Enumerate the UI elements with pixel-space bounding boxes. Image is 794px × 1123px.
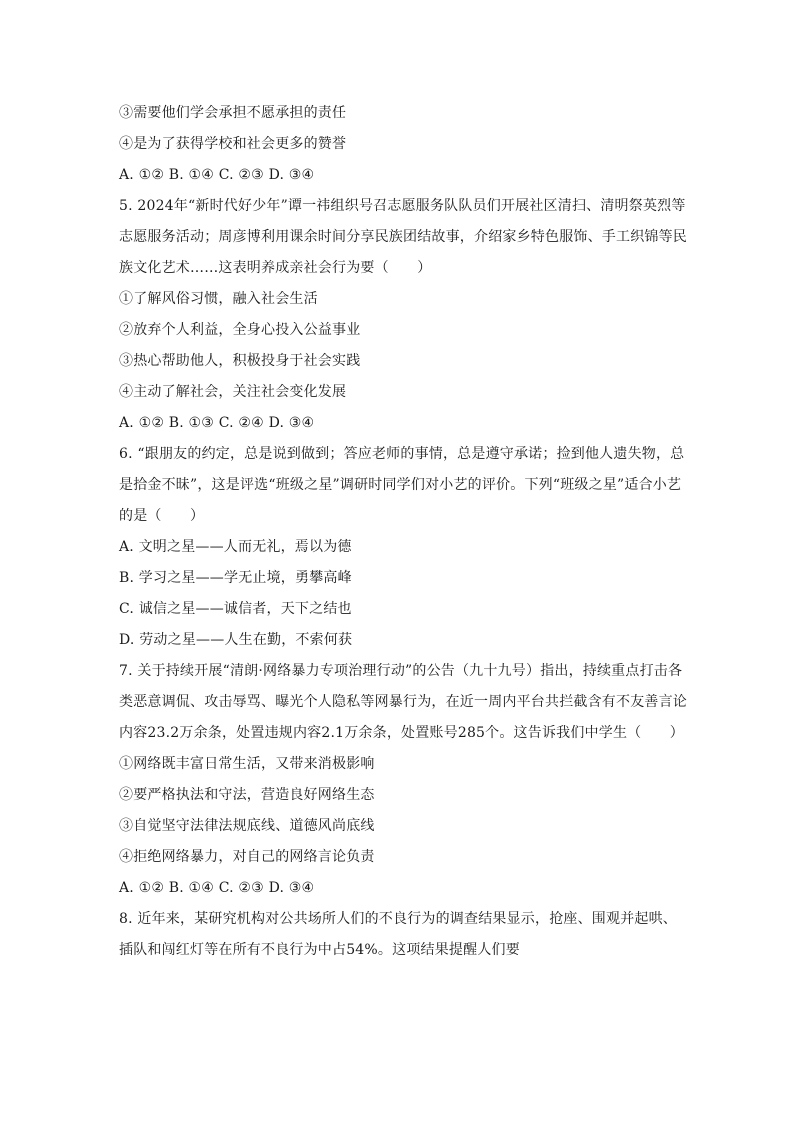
question-7-option-1: ①网络既丰富日常生活，又带来消极影响	[119, 756, 375, 772]
question-7-option-3: ③自觉坚守法律法规底线、道德风尚底线	[119, 818, 375, 834]
question-5-stem-line-1: 5. 2024年“新时代好少年”谭一祎组织号召志愿服务队队员们开展社区清扫、清明祭英烈等	[119, 198, 686, 214]
question-6-choice-a: A. 文明之星——人而无礼，焉以为德	[119, 539, 352, 555]
question-7-option-2: ②要严格执法和守法，营造良好网络生态	[119, 787, 375, 803]
question-5-option-1: ①了解风俗习惯，融入社会生活	[119, 291, 318, 307]
question-6-stem-line-2: 是拾金不昧”，这是评选“班级之星”调研时同学们对小艺的评价。下列“班级之星”适合小艺	[119, 477, 682, 493]
question-5-option-4: ④主动了解社会，关注社会变化发展	[119, 384, 347, 400]
question-5-stem-line-2: 志愿服务活动；周彦博利用课余时间分享民族团结故事，介绍家乡特色服饰、手工织锦等民	[119, 229, 687, 245]
question-8-stem-line-1: 8. 近年来，某研究机构对公共场所人们的不良行为的调查结果显示，抢座、围观并起哄、	[119, 911, 678, 927]
question-6-choice-b: B. 学习之星——学无止境，勇攀高峰	[119, 570, 352, 586]
question-7-choices: A. ①② B. ①④ C. ②③ D. ③④	[119, 880, 315, 896]
question-6-choice-c: C. 诚信之星——诚信者，天下之结也	[119, 601, 352, 617]
question-6-stem-line-1: 6. “跟朋友的约定，总是说到做到；答应老师的事情，总是遵守承诺；捡到他人遗失物，总	[119, 446, 685, 462]
question-4-option-3: ③需要他们学会承担不愿承担的责任	[119, 105, 347, 121]
question-4-option-4: ④是为了获得学校和社会更多的赞誉	[119, 136, 347, 152]
question-7-option-4: ④拒绝网络暴力，对自己的网络言论负责	[119, 849, 375, 865]
question-7-stem-line-1: 7. 关于持续开展“清朗·网络暴力专项治理行动”的公告（九十九号）指出，持续重点打击各	[119, 663, 683, 679]
question-5-option-3: ③热心帮助他人，积极投身于社会实践	[119, 353, 361, 369]
question-5-stem-line-3: 族文化艺术……这表明养成亲社会行为要（ ）	[119, 260, 432, 276]
question-7-stem-line-3: 内容23.2万余条，处置违规内容2.1万余条，处置账号285个。这告诉我们中学生（ ）	[119, 725, 684, 741]
question-6-stem-line-3: 的是（ ）	[119, 508, 205, 524]
question-5-choices: A. ①② B. ①③ C. ②④ D. ③④	[119, 415, 315, 431]
question-8-stem-line-2: 插队和闯红灯等在所有不良行为中占54%。这项结果提醒人们要	[119, 942, 520, 958]
question-5-option-2: ②放弃个人利益，全身心投入公益事业	[119, 322, 361, 338]
question-6-choice-d: D. 劳动之星——人生在勤，不索何获	[119, 632, 353, 648]
question-4-choices: A. ①② B. ①④ C. ②③ D. ③④	[119, 167, 315, 183]
question-7-stem-line-2: 类恶意调侃、攻击辱骂、曝光个人隐私等网暴行为，在近一周内平台共拦截含有不友善言论	[119, 694, 687, 710]
